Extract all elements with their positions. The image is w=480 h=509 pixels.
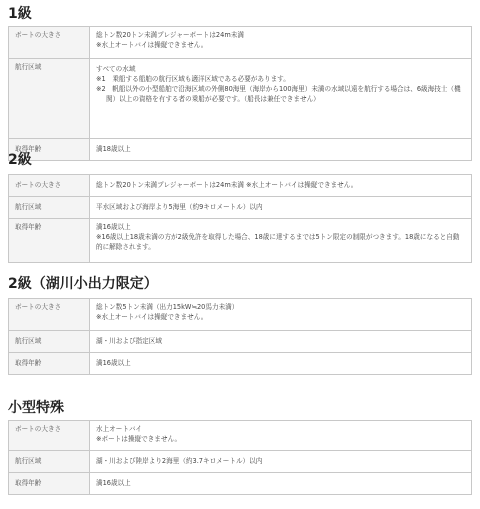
value-note: ※水上オートバイは操縦できません。	[96, 41, 208, 49]
row-value	[90, 421, 472, 451]
section-title: 1級	[8, 6, 32, 22]
value-note: ※1 乗船する船舶の航行区域も適洋区域である必要があります。	[96, 75, 290, 83]
row-label: 航行区域	[9, 197, 90, 219]
row-value	[90, 27, 472, 59]
row-label: ボートの大きさ	[9, 27, 90, 59]
table-row	[9, 59, 472, 139]
value-line: 満16歳以上	[96, 479, 131, 487]
table-row	[9, 175, 472, 197]
value-line: 水上オートバイ	[96, 425, 143, 433]
license-section-2kyu	[8, 150, 472, 263]
value-line: 総トン数20トン未満プレジャーボートは24m未満	[96, 31, 244, 39]
row-value	[90, 59, 472, 139]
value-line: すべての水域	[96, 65, 136, 73]
license-table	[8, 298, 472, 375]
row-value	[90, 299, 472, 331]
table-row	[9, 451, 472, 473]
value-line: 湖・川および指定区域	[96, 337, 162, 345]
row-label: 取得年齢	[9, 473, 90, 495]
row-label: ボートの大きさ	[9, 299, 90, 331]
row-value	[90, 197, 472, 219]
license-table	[8, 174, 472, 263]
row-label: 航行区域	[9, 451, 90, 473]
value-line: 総トン数20トン未満プレジャーボートは24m未満 ※水上オートバイは操縦できません。	[96, 181, 358, 189]
row-label: 航行区域	[9, 331, 90, 353]
value-note: ※16歳以上18歳未満の方が2級免許を取得した場合、18歳に達するまでは5トン限定の制限がつきます。18歳になると自動的に解除されます。	[96, 233, 460, 251]
value-line: 満16歳以上	[96, 223, 131, 231]
value-line: 満16歳以上	[96, 359, 131, 367]
row-value	[90, 331, 472, 353]
license-section-2kyu-lake-river	[8, 274, 472, 375]
license-section-1kyu	[8, 4, 472, 161]
license-table	[8, 420, 472, 495]
table-row	[9, 197, 472, 219]
value-line: 湖・川および陸岸より2海里（約3.7キロメートル）以内	[96, 457, 263, 465]
table-row	[9, 473, 472, 495]
row-label: ボートの大きさ	[9, 175, 90, 197]
value-line: 平水区域および海岸より5海里（約9キロメートル）以内	[96, 203, 263, 211]
row-label: 取得年齢	[9, 353, 90, 375]
table-row	[9, 299, 472, 331]
section-title: 2級	[8, 152, 32, 168]
value-line: 満18歳以上	[96, 145, 131, 153]
license-table	[8, 26, 472, 161]
row-label: ボートの大きさ	[9, 421, 90, 451]
license-section-small-special	[8, 398, 472, 495]
table-row	[9, 353, 472, 375]
value-note: ※ボートは操縦できません。	[96, 435, 182, 443]
row-value	[90, 353, 472, 375]
row-value	[90, 473, 472, 495]
row-label: 取得年齢	[9, 219, 90, 263]
value-line: 総トン数5トン未満（出力15kW≒20馬力未満）	[96, 303, 239, 311]
row-value	[90, 219, 472, 263]
value-note: ※2 帆船以外の小型船舶で沿海区域の外側80海里（海岸から100海里）未満の水域以遠を航行する場合は、6級海技士（機関）以上の資格を有する者の乗船が必要です。（船長は兼任できません）	[96, 85, 461, 103]
section-title: 小型特殊	[8, 400, 64, 416]
value-note: ※水上オートバイは操縦できません。	[96, 313, 208, 321]
row-label: 取得年齢	[9, 139, 90, 161]
section-title: 2級（湖川小出力限定）	[8, 276, 158, 292]
table-row	[9, 421, 472, 451]
table-row	[9, 331, 472, 353]
row-value	[90, 175, 472, 197]
row-label: 航行区域	[9, 59, 90, 139]
table-row	[9, 219, 472, 263]
row-value	[90, 451, 472, 473]
table-row	[9, 27, 472, 59]
